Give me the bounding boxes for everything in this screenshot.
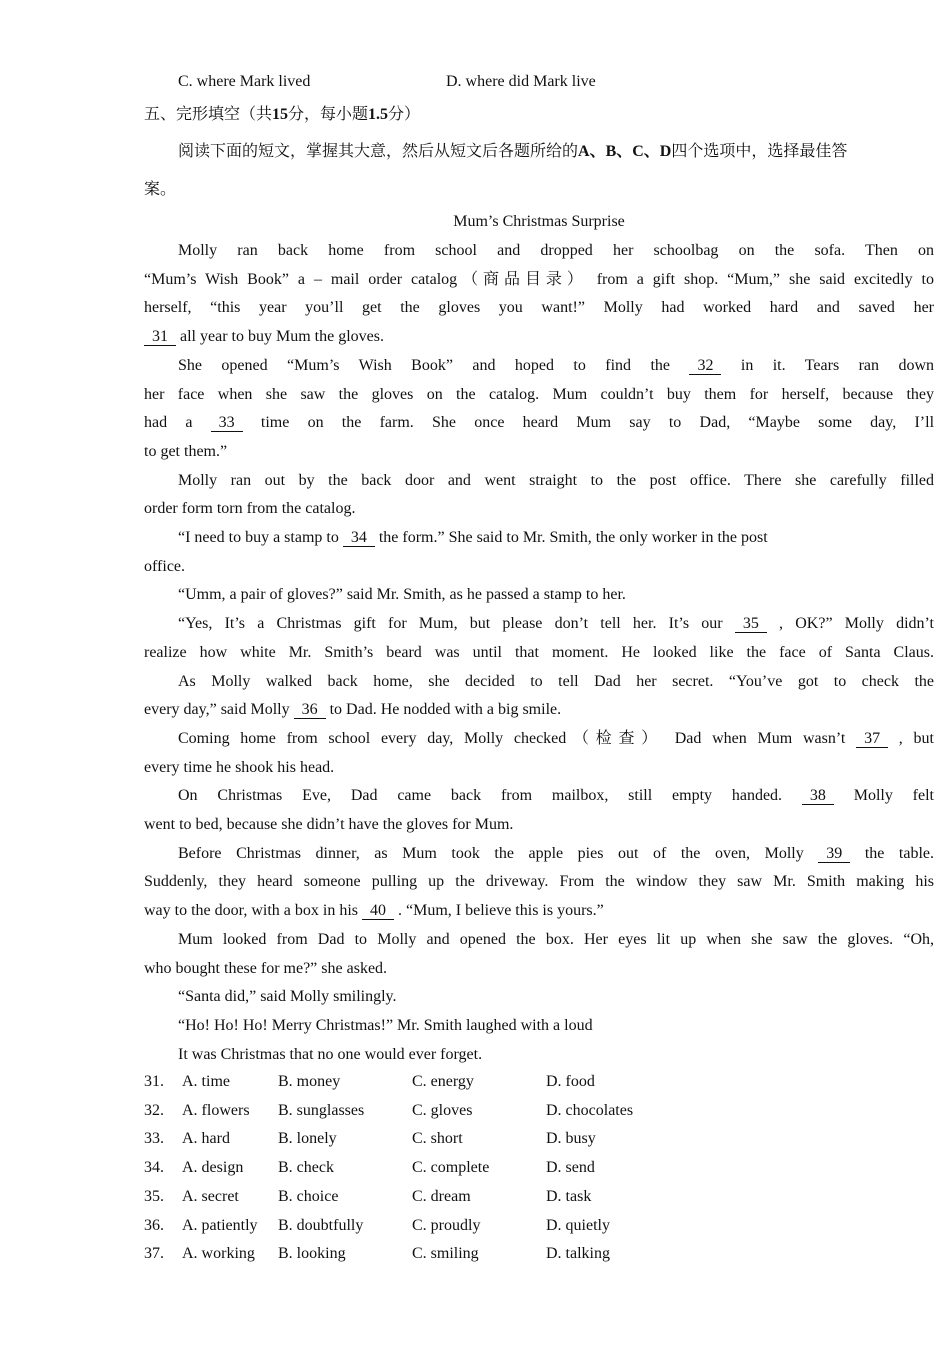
passage-line-8: to get them.” xyxy=(144,442,228,460)
section-instruction xyxy=(178,142,847,162)
blank-39[interactable]: 39 xyxy=(818,846,850,863)
option-c[interactable]: C. dream xyxy=(412,1187,471,1205)
option-a[interactable]: A. secret xyxy=(182,1187,239,1205)
passage-line-27: “Santa did,” said Molly smilingly. xyxy=(178,988,397,1006)
section-heading-points: 15 xyxy=(272,106,289,123)
passage-line-15: realize how white Mr. Smith’s beard was until that moment. He looked like the face of Santa Claus. xyxy=(144,643,934,661)
option-c[interactable]: C. complete xyxy=(412,1159,490,1177)
passage-line-29: It was Christmas that no one would ever forget. xyxy=(178,1045,483,1063)
blank-32[interactable]: 32 xyxy=(689,358,721,375)
blank-38[interactable]: 38 xyxy=(802,788,834,805)
carry-option-d: D. where did Mark live xyxy=(446,73,596,90)
option-a[interactable]: A. flowers xyxy=(182,1101,250,1119)
passage-line-16: As Molly walked back home, she decided to tell Dad her secret. “You’ve got to check the xyxy=(178,672,934,690)
passage-line-22: Before Christmas dinner, as Mum took the apple pies out of the oven, Molly 39 the table. xyxy=(178,844,934,862)
passage-line-12: office. xyxy=(144,557,186,575)
section-instruction-cont: 案。 xyxy=(144,181,177,198)
section-heading-post: 分） xyxy=(388,106,421,123)
passage-title: Mum’s Christmas Surprise xyxy=(453,213,625,230)
option-b[interactable]: B. sunglasses xyxy=(278,1101,365,1119)
option-b[interactable]: B. doubtfully xyxy=(278,1216,364,1234)
question-number: 31. xyxy=(144,1073,164,1090)
passage-line-21: went to bed, because she didn’t have the gloves for Mum. xyxy=(144,816,514,833)
option-a[interactable]: A. time xyxy=(182,1073,230,1090)
option-b[interactable]: B. check xyxy=(278,1159,334,1177)
option-b[interactable]: B. choice xyxy=(278,1187,339,1205)
blank-34[interactable]: 34 xyxy=(343,530,375,547)
option-a[interactable]: A. patiently xyxy=(182,1216,258,1234)
blank-37[interactable]: 37 xyxy=(856,731,888,748)
passage-line-1: Molly ran back home from school and dropped her schoolbag on the sofa. Then on xyxy=(178,242,934,259)
section-heading-mid: 分，每小题 xyxy=(288,106,369,123)
passage-line-14: “Yes, It’s a Christmas gift for Mum, but please don’t tell her. It’s our 35 , OK?” Molly didn’t xyxy=(178,615,934,633)
option-c[interactable]: C. proudly xyxy=(412,1216,481,1234)
blank-31[interactable]: 31 xyxy=(144,329,176,346)
passage-line-17: every day,” said Molly 36 to Dad. He nodded with a big smile. xyxy=(144,701,562,719)
passage-line-19: every time he shook his head. xyxy=(144,758,335,776)
question-number: 36. xyxy=(144,1216,164,1234)
question-number: 35. xyxy=(144,1187,164,1205)
option-a[interactable]: A. design xyxy=(182,1159,244,1177)
question-number: 33. xyxy=(144,1130,164,1148)
blank-40[interactable]: 40 xyxy=(362,903,394,920)
passage-line-18: Coming home from school every day, Molly checked（检查） Dad when Mum wasn’t 37 , but xyxy=(178,729,934,747)
question-number: 34. xyxy=(144,1159,164,1177)
passage-line-9: Molly ran out by the back door and went straight to the post office. There she carefully filled xyxy=(178,471,934,489)
option-b[interactable]: B. looking xyxy=(278,1245,346,1263)
passage-line-24: way to the door, with a box in his 40 . “Mum, I believe this is yours.” xyxy=(144,902,604,920)
question-number: 32. xyxy=(144,1101,164,1119)
option-b[interactable]: B. money xyxy=(278,1073,341,1090)
passage-line-23: Suddenly, they heard someone pulling up the driveway. From the window they saw Mr. Smith making his xyxy=(144,873,934,891)
passage-line-3: herself, “this year you’ll get the gloves you want!” Molly had worked hard and saved her xyxy=(144,299,934,317)
passage-line-2: “Mum’s Wish Book” a – mail order catalog（商品目录） from a gift shop. “Mum,” she said excitedly to xyxy=(144,270,934,288)
passage-line-20: On Christmas Eve, Dad came back from mailbox, still empty handed. 38 Molly felt xyxy=(178,787,934,805)
section-heading xyxy=(144,105,420,125)
carry-option-c: C. where Mark lived xyxy=(178,73,311,90)
passage-line-25: Mum looked from Dad to Molly and opened the box. Her eyes lit up when she saw the gloves. “Oh, xyxy=(178,930,934,948)
question-number: 37. xyxy=(144,1245,164,1263)
section-heading-pre: 五、完形填空（共 xyxy=(144,106,273,123)
passage-line-11: “I need to buy a stamp to 34 the form.” She said to Mr. Smith, the only worker in the post xyxy=(178,529,768,546)
passage-line-26: who bought these for me?” she asked. xyxy=(144,959,388,977)
instruction-options: A、B、C、D xyxy=(578,143,672,160)
option-d[interactable]: D. food xyxy=(546,1073,595,1090)
instruction-post: 四个选项中，选择最佳答 xyxy=(671,143,848,160)
passage-line-5: She opened “Mum’s Wish Book” and hoped to find the 32 in it. Tears ran down xyxy=(178,356,934,374)
passage-line-28: “Ho! Ho! Ho! Merry Christmas!” Mr. Smith laughed with a loud xyxy=(178,1016,593,1034)
option-c[interactable]: C. smiling xyxy=(412,1245,479,1263)
option-b[interactable]: B. lonely xyxy=(278,1130,337,1148)
option-a[interactable]: A. hard xyxy=(182,1130,230,1148)
passage-line-7: had a 33 time on the farm. She once heard Mum say to Dad, “Maybe some day, I’ll xyxy=(144,414,934,432)
instruction-pre: 阅读下面的短文，掌握其大意，然后从短文后各题所给的 xyxy=(178,143,579,160)
blank-33[interactable]: 33 xyxy=(211,415,243,432)
carry-over-options xyxy=(178,72,596,92)
option-d[interactable]: D. task xyxy=(546,1187,592,1205)
option-c[interactable]: C. energy xyxy=(412,1073,474,1090)
passage-line-4: 31 all year to buy Mum the gloves. xyxy=(144,327,384,347)
passage-line-10: order form torn from the catalog. xyxy=(144,500,356,518)
section-heading-each: 1.5 xyxy=(368,106,389,123)
passage-line-6: her face when she saw the gloves on the catalog. Mum couldn’t buy them for herself, because they xyxy=(144,385,934,403)
option-c[interactable]: C. gloves xyxy=(412,1101,473,1119)
blank-36[interactable]: 36 xyxy=(294,702,326,719)
option-c[interactable]: C. short xyxy=(412,1130,463,1148)
option-d[interactable]: D. chocolates xyxy=(546,1101,634,1119)
option-d[interactable]: D. quietly xyxy=(546,1216,610,1234)
option-a[interactable]: A. working xyxy=(182,1245,255,1263)
blank-35[interactable]: 35 xyxy=(735,616,767,633)
option-d[interactable]: D. talking xyxy=(546,1245,610,1263)
option-d[interactable]: D. busy xyxy=(546,1130,596,1148)
passage-line-13: “Umm, a pair of gloves?” said Mr. Smith, as he passed a stamp to her. xyxy=(178,586,626,604)
option-d[interactable]: D. send xyxy=(546,1159,595,1177)
